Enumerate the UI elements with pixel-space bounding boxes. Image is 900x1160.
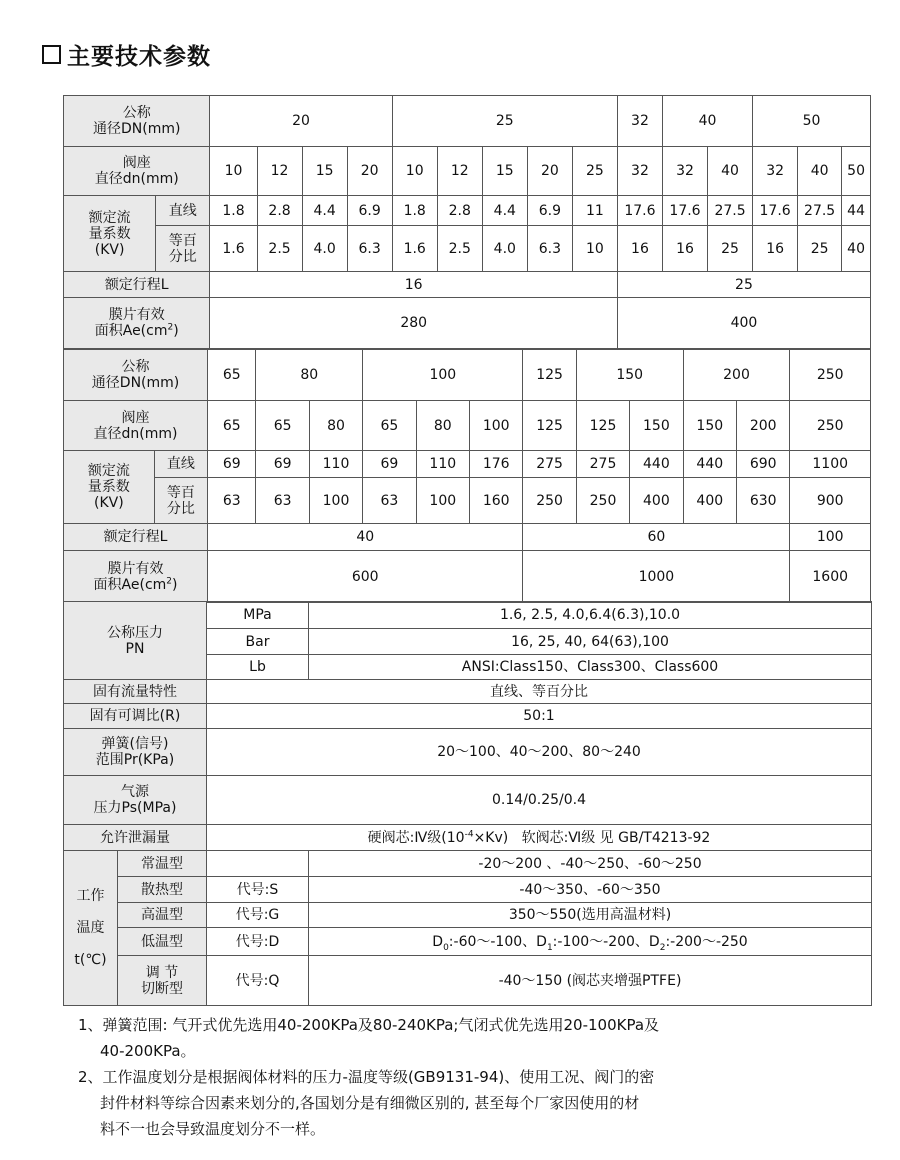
kv-cell: 6.9 [527, 196, 572, 226]
temp-code: 代号:D [207, 928, 309, 956]
leak-label: 允许泄漏量 [64, 825, 207, 851]
temp-value: -40～150 (阀芯夹增强PTFE) [309, 956, 872, 1006]
dn-row [64, 350, 871, 401]
kv-cell: 100 [416, 478, 469, 524]
seat-cell: 200 [736, 401, 789, 451]
leak-value: 硬阀芯:Ⅳ级$(10^{-4}\times Kv)$ 软阀芯:Ⅵ级 见 GB/T4213-92 [207, 825, 872, 851]
note-line: 1、弹簧范围: 气开式优先选用40-200KPa及80-240KPa;气闭式优先选用20-100KPa及 [78, 1016, 660, 1034]
temp-row [64, 903, 872, 928]
stroke-cell: 60 [523, 524, 790, 551]
note-line: 料不一也会导致温度划分不一样。 [100, 1120, 326, 1138]
seat-cell: 80 [309, 401, 362, 451]
pn-value: 1.6, 2.5, 4.0,6.4(6.3),10.0 [309, 602, 872, 629]
kv-cell: 400 [630, 478, 683, 524]
pn-label: 公称压力 PN [64, 602, 207, 680]
area-cell: 400 [617, 298, 870, 349]
kv-label: 额定流 量系数 (KV) [64, 196, 156, 272]
pn-value: ANSI:Class150、Class300、Class600 [309, 655, 872, 680]
kv-cell: 2.5 [437, 226, 482, 272]
seat-cell: 10 [392, 147, 437, 196]
dn-cell: 25 [392, 96, 617, 147]
stroke-row [64, 272, 871, 298]
kv-cell: 4.4 [302, 196, 347, 226]
spec-table-general [63, 601, 872, 1006]
linear-label: 直线 [154, 451, 207, 478]
kv-cell: 27.5 [708, 196, 753, 226]
dn-cell: 80 [256, 350, 363, 401]
dn-cell: 250 [790, 350, 871, 401]
seat-cell: 20 [347, 147, 392, 196]
kv-cell: 1.6 [210, 226, 257, 272]
kv-cell: 69 [256, 451, 309, 478]
area-cell: 600 [208, 551, 523, 603]
flow-char-row [64, 680, 872, 704]
kv-cell: 27.5 [798, 196, 842, 226]
dn-cell: 50 [753, 96, 871, 147]
kv-cell: 900 [790, 478, 871, 524]
kv-cell: 1.8 [392, 196, 437, 226]
temp-value: $D_0:-60\sim-100$、$D_1:-100\sim-200$、$D_2:-200\sim-250$ [309, 928, 872, 956]
kv-cell: 17.6 [753, 196, 798, 226]
seat-cell: 10 [210, 147, 257, 196]
temp-type: 常温型 [118, 851, 207, 877]
kv-cell: 4.4 [482, 196, 527, 226]
temp-type: 散热型 [118, 877, 207, 903]
seat-cell: 65 [208, 401, 256, 451]
temp-value: 350～550(选用高温材料) [309, 903, 872, 928]
temp-row [64, 851, 872, 877]
kv-linear-row [64, 451, 871, 478]
kv-cell: 440 [683, 451, 736, 478]
pn-unit: Bar [207, 629, 309, 655]
dn-row [64, 96, 871, 147]
kv-eq-row [64, 226, 871, 272]
dn-cell: 100 [363, 350, 523, 401]
kv-linear-row [64, 196, 871, 226]
kv-cell: 6.3 [527, 226, 572, 272]
kv-cell: 440 [630, 451, 683, 478]
kv-cell: 176 [469, 451, 522, 478]
temp-type: 调 节 切断型 [118, 956, 207, 1006]
kv-cell: 16 [617, 226, 662, 272]
seat-cell: 12 [257, 147, 302, 196]
kv-cell: 40 [842, 226, 871, 272]
kv-cell: 16 [753, 226, 798, 272]
pn-unit: Lb [207, 655, 309, 680]
range-row [64, 704, 872, 729]
temp-value: -20～200 、-40～250、-60～250 [309, 851, 872, 877]
note-line: 40-200KPa。 [100, 1042, 196, 1060]
kv-cell: 25 [798, 226, 842, 272]
seat-cell: 80 [416, 401, 469, 451]
kv-cell: 25 [708, 226, 753, 272]
temp-row [64, 928, 872, 956]
seat-row [64, 401, 871, 451]
seat-cell: 125 [576, 401, 629, 451]
seat-cell: 32 [753, 147, 798, 196]
kv-cell: 63 [256, 478, 309, 524]
temp-code: 代号:G [207, 903, 309, 928]
seat-cell: 40 [798, 147, 842, 196]
kv-cell: 69 [363, 451, 416, 478]
stroke-label: 额定行程L [64, 524, 208, 551]
temp-row [64, 956, 872, 1006]
dn-cell: 20 [210, 96, 392, 147]
stroke-cell: 100 [790, 524, 871, 551]
stroke-cell: 16 [210, 272, 617, 298]
kv-cell: 1.6 [392, 226, 437, 272]
dn-label: 公称 通径DN(mm) [64, 350, 208, 401]
spring-label: 弹簧(信号) 范围Pr(KPa) [64, 729, 207, 776]
seat-cell: 32 [662, 147, 707, 196]
kv-cell: 275 [576, 451, 629, 478]
seat-cell: 65 [363, 401, 416, 451]
seat-label: 阀座 直径dn(mm) [64, 147, 210, 196]
checkbox-square-icon [42, 45, 61, 64]
stroke-row [64, 524, 871, 551]
seat-cell: 65 [256, 401, 309, 451]
stroke-cell: 25 [617, 272, 870, 298]
temp-code [207, 851, 309, 877]
seat-cell: 12 [437, 147, 482, 196]
dn-cell: 200 [683, 350, 790, 401]
dn-cell: 125 [523, 350, 576, 401]
seat-cell: 50 [842, 147, 871, 196]
kv-cell: 1.8 [210, 196, 257, 226]
seat-label: 阀座 直径dn(mm) [64, 401, 208, 451]
notes [78, 1012, 798, 1142]
air-value: 0.14/0.25/0.4 [207, 776, 872, 825]
kv-cell: 69 [208, 451, 256, 478]
kv-cell: 11 [572, 196, 617, 226]
page-title [42, 38, 211, 71]
kv-cell: 250 [576, 478, 629, 524]
seat-cell: 150 [630, 401, 683, 451]
temp-code: 代号:Q [207, 956, 309, 1006]
kv-cell: 275 [523, 451, 576, 478]
area-label: 膜片有效 面积$Ae(cm^2)$ [64, 551, 208, 603]
kv-cell: 110 [309, 451, 362, 478]
kv-cell: 250 [523, 478, 576, 524]
eq-label: 等百 分比 [154, 478, 207, 524]
temp-label: 工作 温度 t(℃) [64, 851, 118, 1006]
kv-cell: 17.6 [662, 196, 707, 226]
kv-cell: 44 [842, 196, 871, 226]
pn-row [64, 602, 872, 629]
kv-cell: 16 [662, 226, 707, 272]
pn-value: 16, 25, 40, 64(63),100 [309, 629, 872, 655]
kv-eq-row [64, 478, 871, 524]
seat-cell: 15 [482, 147, 527, 196]
leak-row [64, 825, 872, 851]
area-cell: 280 [210, 298, 617, 349]
seat-cell: 100 [469, 401, 522, 451]
kv-cell: 1100 [790, 451, 871, 478]
kv-cell: 2.5 [257, 226, 302, 272]
seat-cell: 150 [683, 401, 736, 451]
stroke-label: 额定行程L [64, 272, 210, 298]
air-label: 气源 压力Ps(MPa) [64, 776, 207, 825]
air-row [64, 776, 872, 825]
kv-cell: 17.6 [617, 196, 662, 226]
seat-cell: 15 [302, 147, 347, 196]
kv-cell: 4.0 [482, 226, 527, 272]
temp-type: 低温型 [118, 928, 207, 956]
stroke-cell: 40 [208, 524, 523, 551]
temp-type: 高温型 [118, 903, 207, 928]
range-label: 固有可调比(R) [64, 704, 207, 729]
temp-row [64, 877, 872, 903]
kv-label: 额定流 量系数 (KV) [64, 451, 155, 524]
kv-cell: 160 [469, 478, 522, 524]
kv-cell: 400 [683, 478, 736, 524]
kv-cell: 6.9 [347, 196, 392, 226]
spec-table-small-dn [63, 95, 871, 349]
seat-cell: 20 [527, 147, 572, 196]
kv-cell: 6.3 [347, 226, 392, 272]
eq-label: 等百 分比 [156, 226, 210, 272]
kv-cell: 63 [363, 478, 416, 524]
note-line: 封件材料等综合因素来划分的,各国划分是有细微区别的, 甚至每个厂家因使用的材 [100, 1094, 640, 1112]
spring-row [64, 729, 872, 776]
area-row [64, 551, 871, 603]
linear-label: 直线 [156, 196, 210, 226]
dn-cell: 32 [617, 96, 662, 147]
temp-code: 代号:S [207, 877, 309, 903]
seat-cell: 40 [708, 147, 753, 196]
pn-unit: MPa [207, 602, 309, 629]
kv-cell: 110 [416, 451, 469, 478]
kv-cell: 100 [309, 478, 362, 524]
range-value: 50:1 [207, 704, 872, 729]
dn-cell: 40 [662, 96, 752, 147]
seat-cell: 25 [572, 147, 617, 196]
temp-value: -40～350、-60～350 [309, 877, 872, 903]
spring-value: 20～100、40～200、80～240 [207, 729, 872, 776]
area-label: 膜片有效 面积$Ae(cm^2)$ [64, 298, 210, 349]
seat-cell: 125 [523, 401, 576, 451]
kv-cell: 2.8 [437, 196, 482, 226]
kv-cell: 2.8 [257, 196, 302, 226]
area-cell: 1600 [790, 551, 871, 603]
dn-cell: 65 [208, 350, 256, 401]
kv-cell: 690 [736, 451, 789, 478]
seat-cell: 250 [790, 401, 871, 451]
dn-cell: 150 [576, 350, 683, 401]
seat-row [64, 147, 871, 196]
area-row [64, 298, 871, 349]
flow-char-value: 直线、等百分比 [207, 680, 872, 704]
kv-cell: 63 [208, 478, 256, 524]
kv-cell: 4.0 [302, 226, 347, 272]
flow-char-label: 固有流量特性 [64, 680, 207, 704]
note-line: 2、工作温度划分是根据阀体材料的压力-温度等级(GB9131-94)、使用工况、阀门的密 [78, 1068, 655, 1086]
kv-cell: 10 [572, 226, 617, 272]
dn-label: 公称 通径DN(mm) [64, 96, 210, 147]
spec-table-large-dn [63, 349, 871, 603]
page-title-text: 主要技术参数 [67, 44, 211, 70]
kv-cell: 630 [736, 478, 789, 524]
seat-cell: 32 [617, 147, 662, 196]
area-cell: 1000 [523, 551, 790, 603]
